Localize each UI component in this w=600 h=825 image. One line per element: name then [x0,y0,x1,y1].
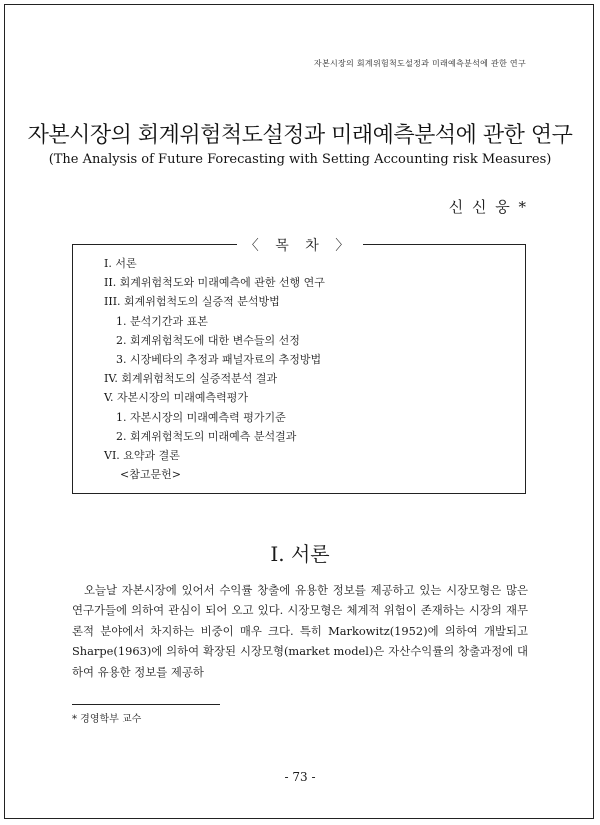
body-paragraph: 오늘날 자본시장에 있어서 수익률 창출에 유용한 정보를 제공하고 있는 시장모형은 많은 연구가들에 의하여 관심이 되어 오고 있다. 시장모형은 체계적 위험이 존재하는 시장의 재무론적 분야에서 차지하는 비중이 매우 크다. 특히 Markowitz(1952)에 의하여 개발되고 Sharpe(1963)에 의하여 확장된 시장모형(market model)은 자산수익률의 창출과정에 대하여 유용한 정보를 제공하 [72,583,528,679]
toc-subitem: 1. 분석기간과 표본 [116,314,208,328]
paper-title-korean: 자본시장의 회계위험척도설정과 미래예측분석에 관한 연구 [27,123,573,148]
toc-subitem: 2. 회계위험척도에 대한 변수들의 선정 [116,333,300,347]
toc-item: I. 서론 [104,257,137,270]
toc-subitem: 1. 자본시장의 미래예측력 평가기준 [116,410,286,424]
footnote: * 경영학부 교수 [72,714,142,725]
toc-heading [0,235,600,255]
toc-item: V. 자본시장의 미래예측력평가 [104,391,249,405]
footnote-divider [72,704,220,705]
page-number: - 73 - [284,770,316,784]
paper-title-english: (The Analysis of Future Forecasting with Setting Accounting risk Measures) [48,152,552,167]
toc-item: II. 회계위험척도와 미래예측에 관한 선행 연구 [104,276,325,290]
toc-item: IV. 회계위험척도의 실증적분석 결과 [104,372,278,386]
toc-subitem: 3. 시장베타의 추정과 패널자료의 추정방법 [116,352,322,366]
toc-list [104,254,325,484]
toc-item: III. 회계위험척도의 실증적 분석방법 [104,295,280,309]
toc-item-references: <참고문헌> [120,468,181,482]
toc-item: VI. 요약과 결론 [104,448,180,462]
toc-heading-text: 〈 목 차 〉 [237,238,363,254]
toc-subitem: 2. 회계위험척도의 미래예측 분석결과 [116,429,297,443]
section-title: I. 서론 [270,542,330,566]
running-head: 자본시장의 회계위험척도설정과 미래예측분석에 관한 연구 [313,59,526,68]
author-name: 신 신 웅 * [448,198,528,216]
